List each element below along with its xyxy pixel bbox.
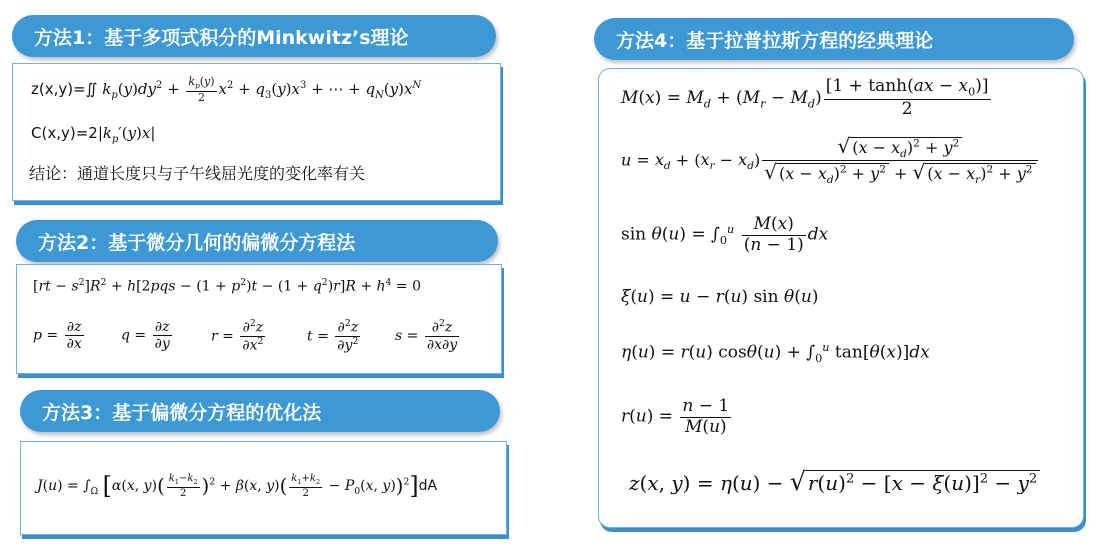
method2-def-s: s = $\frac{\partial^2z}{\partial x\partial y}$ (395, 318, 458, 353)
method4-title: 方法4：基于拉普拉斯方程的经典理论 (594, 18, 1074, 60)
method2-def-r: r = $\frac{\partial^2z}{\partial x^2}$ (211, 318, 264, 354)
method1-eq1: z(x,y)=∬ $k_p(y)dy^2$ + $\frac{k_p(y)}{2}$ $x^2 + q_3(y)x^3$ + ⋯ + $q_N(y)x^N$ (31, 75, 422, 104)
method4-eq-eta: η(u) = r(u) $\cos\theta(u) + \int_0^u$ tan[θ(x)]dx (621, 341, 930, 366)
method4-eq-u: $u = x_d + (x_r - x_d)$ $\frac{√ (x - x_d)^2 + y^2}{√ (x - x_d)^2 + y^2 + √ (x - x_r)^2 + y^2}$ (621, 135, 1040, 187)
method2-def-q: q = $\frac{\partial z}{\partial y}$ (121, 319, 170, 353)
method4-box (598, 68, 1084, 528)
method2-def-t: t = $\frac{\partial^2z}{\partial y^2}$ (307, 318, 359, 354)
method4-eq-sin: $\sin \theta(u) = \int_0^u$ $\frac{M(x)}{(n - 1)}$ dx (621, 214, 829, 255)
method1-box (12, 63, 501, 201)
method2-title: 方法2：基于微分几何的偏微分方程法 (16, 220, 498, 262)
method1-eq2: $C(x,y)=2|k_p'(y)x|$ (31, 124, 156, 145)
method1-conclusion: 结论：通道长度只与子午线屈光度的变化率有关 (29, 164, 366, 183)
method3-eq1: $J(u) = \int_\Omega$ [α(x, y)( $\frac{k_1-k_2}{2}$ )$^2$ + β(x, y)( $\frac{k_1+k_2}{2}$ − $P_0(x$, y))$^2$]dA (37, 472, 438, 500)
method1-title: 方法1：基于多项式积分的Minkwitz’s理论 (12, 15, 496, 57)
method2-def-p: p = $\frac{\partial z}{\partial x}$ (33, 319, 82, 353)
method4-eq-xi: ξ(u) = u − r(u) sin θ(u) (621, 287, 819, 307)
method4-eq-M: $M(x) = M_d + (M_r - M_d)$ $\frac{[1 + \tanh(ax - x_0)]}{2}$ (621, 76, 989, 120)
method2-box (16, 264, 502, 374)
method2-eq1: $[rt - s^2]R^2 + h[2pqs - (1 + p^2)t - (1 + q^2)r]R + h^4 = 0$ (33, 277, 421, 295)
method3-box (20, 441, 507, 535)
method4-eq-z: z(x, y) = η(u) − √ $r(u)^2 - [x - \xi(u)]^2 - y^2$ (629, 467, 1040, 496)
method4-eq-r: r(u) = $\frac{n - 1}{M(u)}$ (621, 396, 730, 437)
method3-title: 方法3：基于偏微分方程的优化法 (20, 390, 500, 432)
